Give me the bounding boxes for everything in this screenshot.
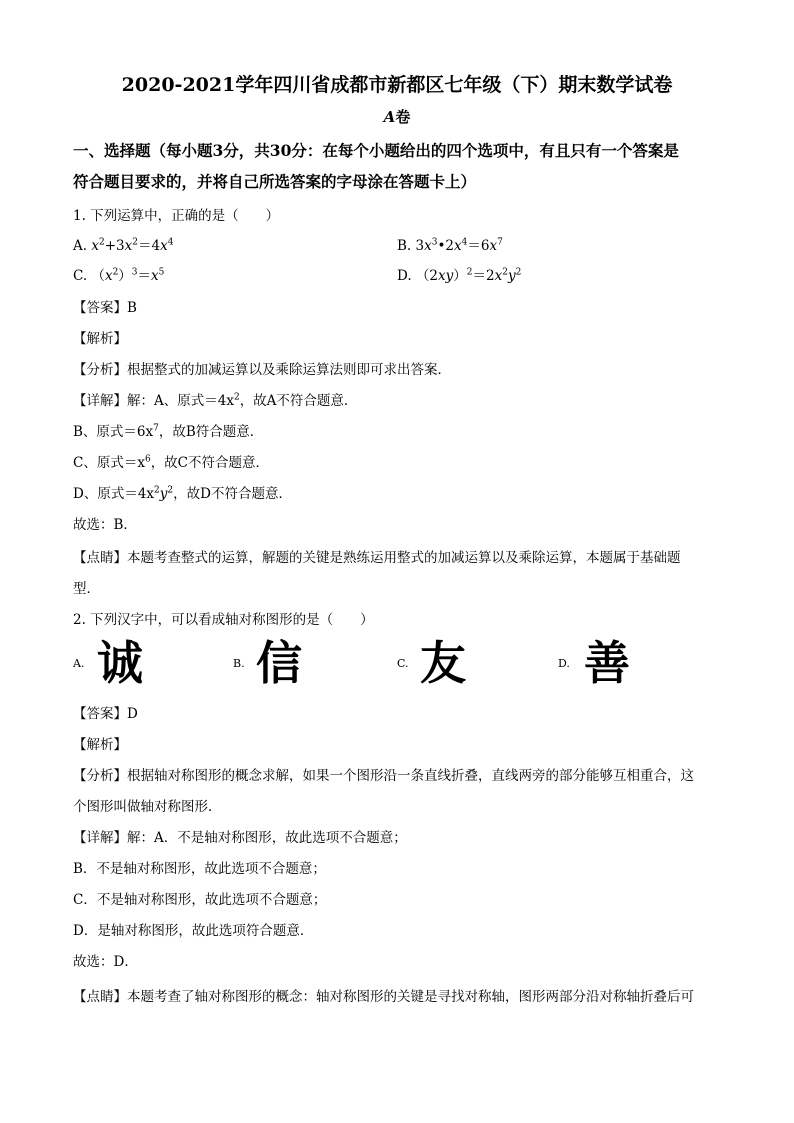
q1-detail-b: B、原式$=6x^7$，故B符合题意． (73, 423, 264, 440)
q1-choice: 故选：B． (73, 517, 137, 533)
section-instruction-line2: 符合题目要求的，并将自己所选答案的字母涂在答题卡上） (73, 172, 477, 191)
q1-option-a: A. $x^2+3x^2=4x^4$ (73, 237, 174, 254)
q1-detail-a: 【详解】解：A、原式$=4x^2$，故A不符合题意． (73, 392, 358, 409)
q2-detail-d: D．是轴对称图形，故此选项符合题意． (73, 923, 314, 939)
q1-answer: 【答案】B (73, 300, 137, 316)
q2-option-a-letter: A. (73, 657, 85, 670)
section-a-heading: A卷 (383, 108, 411, 126)
section-instruction-line1: 一、选择题（每小题3分，共30分：在每个小题给出的四个选项中，有且只有一个答案是 (73, 141, 679, 160)
q2-option-c-letter: C. (397, 657, 409, 670)
q2-option-a-glyph: 诚 (97, 636, 143, 690)
q2-stem: 2. 下列汉字中，可以看成轴对称图形的是（ ） (73, 612, 374, 628)
q2-option-b-letter: B. (233, 657, 245, 670)
q2-detail-a: 【详解】解：A．不是轴对称图形，故此选项不合题意； (73, 830, 407, 846)
q1-option-c: C. $(x^2)^3=x^5$ (73, 267, 165, 284)
q1-analysis-heading: 【解析】 (73, 331, 127, 347)
q1-comment-line1: 【点睛】本题考查整式的运算，解题的关键是熟练运用整式的加减运算以及乘除运算，本题属于基础题 (73, 550, 681, 566)
q1-detail-c: C、原式$=x^6$，故C不符合题意． (73, 454, 270, 471)
q2-option-c-glyph: 友 (420, 636, 466, 690)
q2-analysis-line1: 【分析】根据轴对称图形的概念求解，如果一个图形沿一条直线折叠，直线两旁的部分能够互相重合，这 (73, 768, 694, 784)
q2-comment: 【点睛】本题考查了轴对称图形的概念：轴对称图形的关键是寻找对称轴，图形两部分沿对称轴折叠后可 (73, 989, 694, 1005)
q2-option-d-glyph: 善 (584, 636, 630, 690)
page-title: 2020-2021学年四川省成都市新都区七年级（下）期末数学试卷 (121, 74, 673, 96)
q1-analysis: 【分析】根据整式的加减运算以及乘除运算法则即可求出答案． (73, 362, 451, 378)
q2-choice: 故选：D． (73, 954, 138, 970)
q1-option-d: D. $(2xy)^2=2x^2y^2$ (397, 267, 522, 284)
q1-detail-d: D、原式$=4x^2y^2$，故D不符合题意． (73, 485, 292, 502)
q2-option-d-letter: D. (558, 657, 570, 670)
q2-detail-b: B．不是轴对称图形，故此选项不合题意； (73, 861, 326, 877)
q2-option-b-glyph: 信 (256, 636, 302, 690)
q2-detail-c: C．不是轴对称图形，故此选项不合题意； (73, 892, 327, 908)
q2-analysis-heading: 【解析】 (73, 737, 127, 753)
q2-analysis-line2: 个图形叫做轴对称图形． (73, 799, 222, 815)
q1-comment-line2: 型． (73, 581, 100, 597)
q2-answer: 【答案】D (73, 706, 138, 722)
q1-stem: 1. 下列运算中，正确的是（ ） (73, 208, 280, 224)
q1-option-b: B. $3x^3•2x^4=6x^7$ (397, 237, 503, 254)
